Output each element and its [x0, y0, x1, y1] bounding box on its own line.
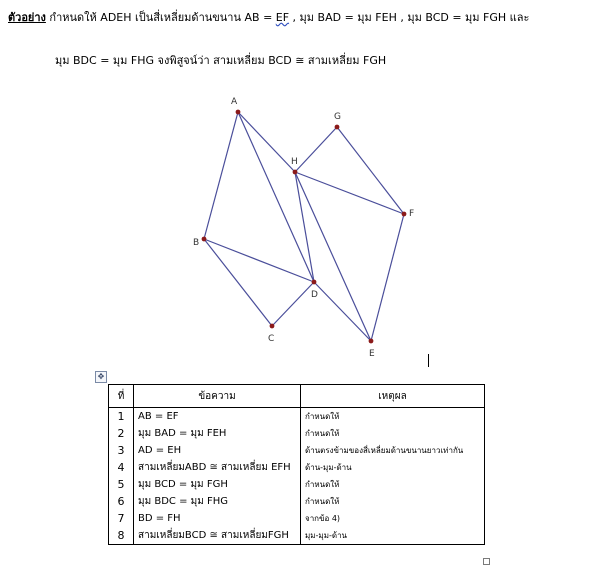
problem-line-2: มุม BDC = มุม FHG จงพิสูจน์ว่า สามเหลี่ยม BCD ≅ สามเหลี่ยม FGH	[55, 54, 387, 67]
segment-DE	[314, 282, 371, 341]
point-label-B: B	[193, 238, 200, 248]
segment-CD	[272, 282, 314, 326]
point-D	[312, 280, 317, 285]
header-reason: เหตุผล	[301, 385, 485, 408]
row-reason: กำหนดให้	[301, 408, 485, 426]
row-number: 3	[109, 442, 134, 459]
row-number: 5	[109, 476, 134, 493]
point-label-E: E	[369, 349, 375, 359]
segment-HG	[295, 127, 337, 172]
text-cursor	[428, 354, 429, 367]
row-reason: กำหนดให้	[301, 425, 485, 442]
table-row	[109, 459, 485, 476]
figure-labels	[193, 97, 414, 359]
table-row	[109, 510, 485, 527]
table-header-row	[109, 385, 485, 408]
table-row	[109, 425, 485, 442]
table-row	[109, 493, 485, 510]
row-statement: AD = EH	[134, 442, 301, 459]
row-statement: มุม BAD = มุม FEH	[134, 425, 301, 442]
row-reason: จากข้อ 4)	[301, 510, 485, 527]
row-reason: กำหนดให้	[301, 493, 485, 510]
proof-table	[108, 384, 485, 545]
row-statement: สามเหลี่ยมABD ≅ สามเหลี่ยม EFH	[134, 459, 301, 476]
problem-text-squiggle: EF	[275, 11, 290, 24]
row-number: 4	[109, 459, 134, 476]
figure-lines	[204, 112, 404, 341]
table-move-handle-icon[interactable]: ✥	[95, 371, 107, 383]
point-label-D: D	[311, 290, 318, 300]
example-label: ตัวอย่าง	[8, 11, 46, 24]
header-statement: ข้อความ	[134, 385, 301, 408]
point-F	[402, 212, 407, 217]
row-number: 8	[109, 527, 134, 545]
row-number: 7	[109, 510, 134, 527]
point-G	[335, 125, 340, 130]
point-B	[202, 237, 207, 242]
row-statement: มุม BDC = มุม FHG	[134, 493, 301, 510]
row-reason: กำหนดให้	[301, 476, 485, 493]
table-row	[109, 527, 485, 545]
point-H	[293, 170, 298, 175]
row-statement: AB = EF	[134, 408, 301, 426]
point-label-A: A	[231, 97, 238, 107]
problem-text-b: , มุม BAD = มุม FEH , มุม BCD = มุม FGH และ	[289, 11, 530, 24]
table-row	[109, 408, 485, 426]
point-A	[236, 110, 241, 115]
point-label-G: G	[334, 112, 341, 122]
header-number: ที่	[109, 385, 134, 408]
point-label-F: F	[409, 209, 415, 219]
table-row	[109, 442, 485, 459]
row-number: 1	[109, 408, 134, 426]
problem-text-a: กำหนดให้ ADEH เป็นสี่เหลี่ยมด้านขนาน AB =	[45, 11, 276, 24]
point-E	[369, 339, 374, 344]
row-statement: สามเหลี่ยมBCD ≅ สามเหลี่ยมFGH	[134, 527, 301, 545]
row-statement: มุม BCD = มุม FGH	[134, 476, 301, 493]
point-label-C: C	[268, 334, 275, 344]
row-statement: BD = FH	[134, 510, 301, 527]
row-number: 2	[109, 425, 134, 442]
segment-HD	[295, 172, 314, 282]
segment-AB	[204, 112, 238, 239]
row-reason: มุม-มุม-ด้าน	[301, 527, 485, 545]
segment-EF	[371, 214, 404, 341]
segment-AH	[238, 112, 295, 172]
point-C	[270, 324, 275, 329]
table-resize-handle[interactable]	[483, 558, 490, 565]
row-reason: ด้าน-มุม-ด้าน	[301, 459, 485, 476]
row-reason: ด้านตรงข้ามของสี่เหลี่ยมด้านขนานยาวเท่ากัน	[301, 442, 485, 459]
point-label-H: H	[291, 157, 298, 167]
table-row	[109, 476, 485, 493]
row-number: 6	[109, 493, 134, 510]
